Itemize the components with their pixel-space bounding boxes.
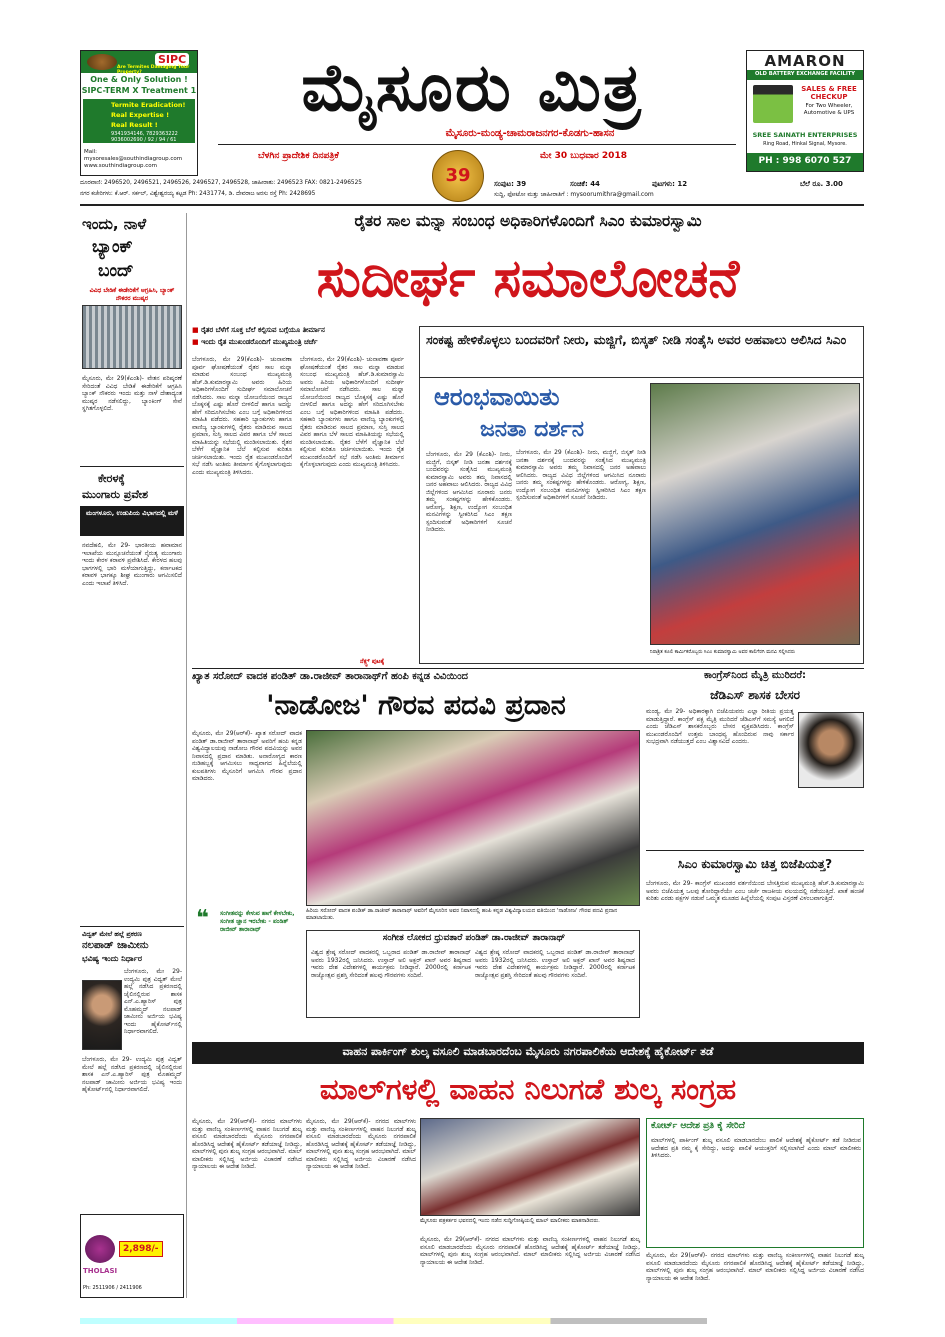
monsoon-headline2: ಮುಂಗಾರು ಪ್ರವೇಶ [82, 488, 149, 501]
naadoja-kicker: ಖ್ಯಾತ ಸರೋದ್ ವಾದಕ ಪಂಡಿತ್ ಡಾ.ರಾಜೀವ್ ತಾರಾನಾಥ್‌ಗೆ ಹಂಪಿ ಕನ್ನಡ ವಿವಿಯಿಂದ [192, 671, 469, 682]
congress-kicker: ಕಾಂಗ್ರೆಸ್‌ನಿಂದ ಮೈತ್ರಿ ಮುರಿದರೆ: [703, 670, 807, 681]
nelapad-story [80, 930, 184, 1210]
naadoja-sub-story [306, 930, 640, 1018]
masthead-title: ಮೈಸೂರು ಮಿತ್ರ [301, 49, 643, 126]
ad-left-sipc[interactable] [80, 50, 198, 176]
darshan-headline1: ಆರಂಭವಾಯಿತು [434, 383, 560, 411]
ad-bottom-phone: Ph: 2511906 / 2411906 [83, 1285, 142, 1291]
mall-caption: ಮೈಸೂರು ಪತ್ರಕರ್ತರ ಭವನದಲ್ಲಿ ಇಂದು ನಡೆದ ಸುದ್ದಿಗೋಷ್ಠಿಯಲ್ಲಿ ಮಾಲ್ ಮಾಲೀಕರು ಮಾತನಾಡಿದರು. [420, 1218, 600, 1224]
bjp-body: ಬೆಂಗಳೂರು, ಮೇ 29- ಕಾಂಗ್ರೆಸ್ ಮುಖಂಡರ ವರ್ತನೆಯಿಂದ ಬೇಸತ್ತಿರುವ ಮುಖ್ಯಮಂತ್ರಿ ಹೆಚ್.ಡಿ.ಕುಮಾರಸ್ವಾಮಿ ಅವರು ಬಿಜೆಪಿಯತ್ತ ಒಲವು ತೋರಿದ್ದಾರೆಯೇ ಎಂಬ ಚರ್ಚೆ ರಾಜಕೀಯ ವಲಯದಲ್ಲಿ ನಡೆಯುತ್ತಿದೆ. ಖಾತೆ ಹಂಚಿಕೆ ಕುರಿತು ಎರಡು ಪಕ್ಷಗಳ ನಡುವೆ ಒಮ್ಮತ ಮೂಡದ ಹಿನ್ನೆಲೆಯಲ್ಲಿ ಸಂಪುಟ ವಿಸ್ತರಣೆ ವಿಳಂಬವಾಗುತ್ತಿದೆ. [646, 880, 864, 902]
bug-icon [87, 54, 117, 70]
mall-sidebar-body: ಮಾಲ್‌ಗಳಲ್ಲಿ ಪಾರ್ಕಿಂಗ್ ಶುಲ್ಕ ವಸೂಲಿ ಮಾಡಬಾರದೆಂಬ ಪಾಲಿಕೆ ಆದೇಶಕ್ಕೆ ಹೈಕೋರ್ಟ್ ತಡೆ ನೀಡಿರುವ ಆದೇಶದ ಪ್ರತಿ ನಮ್ಮ ಕೈ ಸೇರಿದ್ದು, ಅದನ್ನು ಪಾಲಿಕೆ ಆಯುಕ್ತರಿಗೆ ಸಲ್ಲಿಸಲಾಗಿದೆ ಎಂದು ಮಾಲ್ ಮಾಲೀಕರು ತಿಳಿಸಿದರು. [651, 1137, 861, 1159]
lead-bullet2: ■ ಇಂದು ರೈತ ಮುಖಂಡರೊಂದಿಗೆ ಮುಖ್ಯಮಂತ್ರಿ ಚರ್ಚೆ [192, 338, 318, 346]
masthead-pages: ಪುಟಗಳು: 12 [652, 180, 688, 188]
bank-headline2: ಬ್ಯಾಂಕ್ [92, 237, 133, 257]
ad-right-offer1: SALES & FREE CHECKUP [801, 85, 857, 101]
monsoon-headline1: ಕೇರಳಕ್ಕೆ [98, 472, 125, 485]
ad-bottom-price: 2,898/- [119, 1241, 163, 1257]
nelapad-body: ಬೆಂಗಳೂರು, ಮೇ 29- ಉದ್ಯಮಿ ಪುತ್ರ ವಿದ್ವತ್ ಮೇಲೆ ಹಲ್ಲೆ ನಡೆಸಿದ ಪ್ರಕರಣದಲ್ಲಿ ಜೈಲಿನಲ್ಲಿರುವ ಶಾಸಕ ಎನ್.ಎ.ಹ್ಯಾರಿಸ್ ಪುತ್ರ ಮೊಹಮ್ಮದ್ ನಲಪಾಡ್ ಜಾಮೀನು ಅರ್ಜಿಯ ಭವಿಷ್ಯ ಇಂದು ಹೈಕೋರ್ಟ್‌ನಲ್ಲಿ ನಿರ್ಧಾರವಾಗಲಿದೆ. [124, 968, 182, 1035]
ad-left-web: Mail: mysoresales@southindiagroup.com www.southindiagroup.com [84, 149, 183, 169]
lead-body-col1: ಬೆಂಗಳೂರು, ಮೇ 29(ಕೆಎಂಶಿ)- ಚುನಾವಣಾ ಪೂರ್ವ ಘೋಷಣೆಯಂತೆ ರೈತರ ಸಾಲ ಮನ್ನಾ ಮಾಡುವ ಸಂಬಂಧ ಮುಖ್ಯಮಂತ್ರಿ ಹೆಚ್.ಡಿ.ಕುಮಾರಸ್ವಾಮಿ ಅವರು ಹಿರಿಯ ಅಧಿಕಾರಿಗಳೊಂದಿಗೆ ಸುದೀರ್ಘ ಸಮಾಲೋಚನೆ ನಡೆಸಿದರು. ಸಾಲ ಮನ್ನಾ ಯೋಜನೆಯಿಂದ ರಾಜ್ಯದ ಬೊಕ್ಕಸಕ್ಕೆ ಎಷ್ಟು ಹೊರೆ ಬೀಳಲಿದೆ ಹಾಗೂ ಅದನ್ನು ಹೇಗೆ ಸರಿದೂಗಿಸಬೇಕು ಎಂಬ ಬಗ್ಗೆ ಅಧಿಕಾರಿಗಳಿಂದ ಮಾಹಿತಿ ಪಡೆದರು. ಸಹಕಾರಿ ಬ್ಯಾಂಕುಗಳು ಹಾಗೂ ವಾಣಿಜ್ಯ ಬ್ಯಾಂಕುಗಳಲ್ಲಿ ರೈತರು ಮಾಡಿರುವ ಸಾಲದ ಪ್ರಮಾಣ, ಸುಸ್ತಿ ಸಾಲದ ವಿವರ ಹಾಗೂ ಬೆಳೆ ಸಾಲದ ಮಾಹಿತಿಯನ್ನು ಸಭೆಯಲ್ಲಿ ಮಂಡಿಸಲಾಯಿತು. ರೈತರ ಬೆಳೆಗೆ ವೈಜ್ಞಾನಿಕ ಬೆಲೆ ಕಲ್ಪಿಸುವ ಕುರಿತೂ ಚರ್ಚಿಸಲಾಯಿತು. ಇಂದು ರೈತ ಮುಖಂಡರೊಂದಿಗೆ ಸಭೆ ನಡೆಸಿ ಅಂತಿಮ ತೀರ್ಮಾನ ಕೈಗೊಳ್ಳಲಾಗುವುದು ಎಂದು ಮುಖ್ಯಮಂತ್ರಿ ತಿಳಿಸಿದರು. [192, 356, 292, 476]
ad-left-line1: One & Only Solution ! [90, 75, 188, 84]
darshan-photo [650, 383, 860, 645]
mall-body-col1: ಮೈಸೂರು, ಮೇ 29(ಆರ್‌ಕೆ)- ನಗರದ ಮಾಲ್‌ಗಳು ಮತ್ತು ವಾಣಿಜ್ಯ ಸಂಕೀರ್ಣಗಳಲ್ಲಿ ವಾಹನ ನಿಲುಗಡೆ ಶುಲ್ಕ ವಸೂಲಿ ಮಾಡಬಾರದೆಂದು ಮೈಸೂರು ನಗರಪಾಲಿಕೆ ಹೊರಡಿಸಿದ್ದ ಆದೇಶಕ್ಕೆ ಹೈಕೋರ್ಟ್ ತಡೆಯಾಜ್ಞೆ ನೀಡಿದ್ದು, ಮಾಲ್‌ಗಳಲ್ಲಿ ಪುನಃ ಶುಲ್ಕ ಸಂಗ್ರಹ ಆರಂಭವಾಗಿದೆ. ಮಾಲ್ ಮಾಲೀಕರು ಸಲ್ಲಿಸಿದ್ದ ಅರ್ಜಿಯ ವಿಚಾರಣೆ ನಡೆಸಿದ ನ್ಯಾಯಾಲಯ ಈ ಆದೇಶ ನೀಡಿದೆ. [192, 1118, 302, 1170]
mall-sidebar-title: ಕೋರ್ಟ್ ಆದೇಶ ಪ್ರತಿ ಕೈ ಸೇರಿದೆ [651, 1121, 745, 1131]
masthead-tagline: ಬೆಳಗಿನ ಪ್ರಾದೇಶಿಕ ದಿನಪತ್ರಿಕೆ [258, 151, 339, 161]
bank-headline1: ಇಂದು, ನಾಳೆ [82, 215, 147, 233]
ad-left-brand: SIPC [155, 53, 189, 66]
monsoon-story [80, 470, 184, 890]
nelapad-headline1: ವಿದ್ವತ್ ಮೇಲೆ ಹಲ್ಲೆ ಪ್ರಕರಣ [82, 930, 142, 938]
lead-bullet1: ■ ರೈತರ ಬೆಳೆಗೆ ಸೂಕ್ತ ಬೆಲೆ ಕಲ್ಪಿಸುವ ಬಗ್ಗೆಯೂ ತೀರ್ಮಾನ [192, 326, 325, 334]
mall-headline: ಮಾಲ್‌ಗಳಲ್ಲಿ ವಾಹನ ನಿಲುಗಡೆ ಶುಲ್ಕ ಸಂಗ್ರಹ [319, 1072, 737, 1106]
ad-right-sub: OLD BATTERY EXCHANGE FACILITY [754, 71, 856, 77]
masthead-date: ಮೇ 30 ಬುಧವಾರ 2018 [540, 151, 627, 161]
ad-bottom-tholasi[interactable] [80, 1214, 184, 1298]
lead-continued[interactable]: ನೆಕ್ಸ್ಟ್ ಪುಟಕ್ಕೆ [360, 658, 385, 665]
bank-body: ಮೈಸೂರು, ಮೇ 29(ಕೆಎಂಶಿ)- ವೇತನ ಪರಿಷ್ಕರಣೆ ಸೇರಿದಂತೆ ವಿವಿಧ ಬೇಡಿಕೆ ಈಡೇರಿಕೆಗೆ ಆಗ್ರಹಿಸಿ ಬ್ಯಾಂಕ್ ನೌಕರರು ಇಂದು ಮತ್ತು ನಾಳೆ ದೇಶಾದ್ಯಂತ ಮುಷ್ಕರ ನಡೆಸಲಿದ್ದು, ಬ್ಯಾಂಕಿಂಗ್ ಸೇವೆ ಸ್ಥಗಿತಗೊಳ್ಳಲಿದೆ. [82, 375, 182, 412]
mall-photo [420, 1118, 640, 1216]
monsoon-body: ನವದೆಹಲಿ, ಮೇ 29- ಭಾರತೀಯ ಹವಾಮಾನ ಇಲಾಖೆಯ ಮುನ್ಸೂಚನೆಯಂತೆ ನೈರುತ್ಯ ಮುಂಗಾರು ಇಂದು ಕೇರಳ ಕರಾವಳಿ ಪ್ರವೇಶಿಸಿದೆ. ಕೇರಳದ ಹಲವು ಭಾಗಗಳಲ್ಲಿ ಭಾರಿ ಮಳೆಯಾಗುತ್ತಿದ್ದು, ಕರ್ನಾಟಕದ ಕರಾವಳಿ ಭಾಗಕ್ಕೂ ಶೀಘ್ರ ಮುಂಗಾರು ಆಗಮಿಸಲಿದೆ ಎಂದು ಇಲಾಖೆ ತಿಳಿಸಿದೆ. [82, 542, 182, 587]
monsoon-sub: ಮಂಗಳೂರು, ಉಡುಪಿಯ ವಿಭಾಗದಲ್ಲಿ ಮಳೆ [86, 509, 178, 517]
mall-sidebar [646, 1118, 864, 1248]
ad-left-question: Are Termites Damaging Your Property? [117, 65, 190, 75]
naadoja-photo [306, 730, 640, 906]
naadoja-body: ಮೈಸೂರು, ಮೇ 29(ಆರ್‌ಕೆ)- ಖ್ಯಾತ ಸರೋದ್ ವಾದಕ ಪಂಡಿತ್ ಡಾ.ರಾಜೀವ್ ತಾರಾನಾಥ್ ಅವರಿಗೆ ಹಂಪಿ ಕನ್ನಡ ವಿಶ್ವವಿದ್ಯಾಲಯವು ನಾಡೋಜ ಗೌರವ ಪದವಿಯನ್ನು ಅವರ ನಿವಾಸದಲ್ಲಿ ಪ್ರದಾನ ಮಾಡಿತು. ಅನಾರೋಗ್ಯದ ಕಾರಣ ನುಡಿಹಬ್ಬಕ್ಕೆ ಆಗಮಿಸಲು ಸಾಧ್ಯವಾಗದ ಹಿನ್ನೆಲೆಯಲ್ಲಿ ಕುಲಪತಿಗಳು ಮೈಸೂರಿಗೆ ಆಗಮಿಸಿ ಗೌರವ ಪ್ರದಾನ ಮಾಡಿದರು. [192, 730, 302, 782]
nelapad-headline3: ಭವಿಷ್ಯ ಇಂದು ನಿರ್ಧಾರ [82, 954, 143, 963]
bank-headline3: ಬಂದ್ [98, 261, 134, 281]
congress-body: ಮಂಡ್ಯ, ಮೇ 29- ಅಧಿಕಾರಕ್ಕಾಗಿ ಬಿಜೆಪಿಯವರು ಎಲ್ಲಾ ರೀತಿಯ ಪ್ರಯತ್ನ ಮಾಡುತ್ತಿದ್ದಾರೆ. ಕಾಂಗ್ರೆಸ್ ಪಕ್ಷ ಮೈತ್ರಿ ಮುರಿದರೆ ಜೆಡಿಎಸ್‌ಗೆ ಸಮಸ್ಯೆ ಆಗಲಿದೆ ಎಂದು ಜೆಡಿಎಸ್ ಶಾಸಕರೊಬ್ಬರು ಬೇಸರ ವ್ಯಕ್ತಪಡಿಸಿದರು. ಕಾಂಗ್ರೆಸ್ ಮುಖಂಡರೊಂದಿಗೆ ಉತ್ತಮ ಬಾಂಧವ್ಯ ಹೊಂದಿರುವ ನಾವು ಸರ್ಕಾರ ಸುಭದ್ರವಾಗಿ ನಡೆಯುತ್ತದೆ ಎಂಬ ವಿಶ್ವಾಸವಿದೆ ಎಂದರು. [646, 708, 794, 745]
masthead-volume: ಸಂಪುಟ: 39 [494, 180, 527, 188]
naadoja-caption: ಹಿರಿಯ ಸರೋದ್ ವಾದಕ ಪಂಡಿತ್ ಡಾ.ರಾಜೀವ್ ತಾರಾನಾಥ್ ಅವರಿಗೆ ಮೈಸೂರಿನ ಅವರ ನಿವಾಸದಲ್ಲಿ ಹಂಪಿ ಕನ್ನಡ ವಿಶ್ವವಿದ್ಯಾಲಯದ ವತಿಯಿಂದ 'ನಾಡೋಜ' ಗೌರವ ಪದವಿ ಪ್ರದಾನ ಮಾಡಲಾಯಿತು. [306, 908, 618, 921]
nelapad-photo [82, 980, 122, 1050]
ad-left-line3: Termite Eradication! [111, 101, 186, 109]
ad-right-brand: AMARON [764, 52, 846, 70]
masthead-issue: ಸಂಚಿಕೆ: 44 [570, 180, 600, 188]
ad-left-line4: Real Expertise ! [111, 111, 170, 119]
darshan-body-left: ಬೆಂಗಳೂರು, ಮೇ 29 (ಕೆಎಂಶಿ)- ನೀರು, ಮಜ್ಜಿಗೆ, ಬಿಸ್ಕತ್ ನೀಡಿ ಜನತಾ ದರ್ಶನಕ್ಕೆ ಬಂದವರನ್ನು ಸಂತೈಸಿದ ಮುಖ್ಯಮಂತ್ರಿ ಕುಮಾರಸ್ವಾಮಿ ಅವರು ತಮ್ಮ ನಿವಾಸದಲ್ಲಿ ಜನರ ಅಹವಾಲು ಆಲಿಸಿದರು. ರಾಜ್ಯದ ವಿವಿಧ ಜಿಲ್ಲೆಗಳಿಂದ ಆಗಮಿಸಿದ ನೂರಾರು ಜನರು ತಮ್ಮ ಸಂಕಷ್ಟಗಳನ್ನು ಹೇಳಿಕೊಂಡರು. ಆರೋಗ್ಯ, ಶಿಕ್ಷಣ, ಉದ್ಯೋಗ ಸಂಬಂಧಿತ ಮನವಿಗಳನ್ನು ಸ್ವೀಕರಿಸಿದ ಸಿಎಂ ತಕ್ಷಣ ಸ್ಪಂದಿಸುವಂತೆ ಅಧಿಕಾರಿಗಳಿಗೆ ಸೂಚನೆ ನೀಡಿದರು. [426, 451, 512, 533]
lead-body-col2: ಬೆಂಗಳೂರು, ಮೇ 29(ಕೆಎಂಶಿ)- ಚುನಾವಣಾ ಪೂರ್ವ ಘೋಷಣೆಯಂತೆ ರೈತರ ಸಾಲ ಮನ್ನಾ ಮಾಡುವ ಸಂಬಂಧ ಮುಖ್ಯಮಂತ್ರಿ ಹೆಚ್.ಡಿ.ಕುಮಾರಸ್ವಾಮಿ ಅವರು ಹಿರಿಯ ಅಧಿಕಾರಿಗಳೊಂದಿಗೆ ಸುದೀರ್ಘ ಸಮಾಲೋಚನೆ ನಡೆಸಿದರು. ಸಾಲ ಮನ್ನಾ ಯೋಜನೆಯಿಂದ ರಾಜ್ಯದ ಬೊಕ್ಕಸಕ್ಕೆ ಎಷ್ಟು ಹೊರೆ ಬೀಳಲಿದೆ ಹಾಗೂ ಅದನ್ನು ಹೇಗೆ ಸರಿದೂಗಿಸಬೇಕು ಎಂಬ ಬಗ್ಗೆ ಅಧಿಕಾರಿಗಳಿಂದ ಮಾಹಿತಿ ಪಡೆದರು. ಸಹಕಾರಿ ಬ್ಯಾಂಕುಗಳು ಹಾಗೂ ವಾಣಿಜ್ಯ ಬ್ಯಾಂಕುಗಳಲ್ಲಿ ರೈತರು ಮಾಡಿರುವ ಸಾಲದ ಪ್ರಮಾಣ, ಸುಸ್ತಿ ಸಾಲದ ವಿವರ ಹಾಗೂ ಬೆಳೆ ಸಾಲದ ಮಾಹಿತಿಯನ್ನು ಸಭೆಯಲ್ಲಿ ಮಂಡಿಸಲಾಯಿತು. ರೈತರ ಬೆಳೆಗೆ ವೈಜ್ಞಾನಿಕ ಬೆಲೆ ಕಲ್ಪಿಸುವ ಕುರಿತೂ ಚರ್ಚಿಸಲಾಯಿತು. ಇಂದು ರೈತ ಮುಖಂಡರೊಂದಿಗೆ ಸಭೆ ನಡೆಸಿ ಅಂತಿಮ ತೀರ್ಮಾನ ಕೈಗೊಳ್ಳಲಾಗುವುದು ಎಂದು ಮುಖ್ಯಮಂತ್ರಿ ತಿಳಿಸಿದರು. [300, 356, 404, 468]
lead-kicker: ರೈತರ ಸಾಲ ಮನ್ನಾ ಸಂಬಂಧ ಅಧಿಕಾರಿಗಳೊಂದಿಗೆ ಸಿಎಂ ಕುಮಾರಸ್ವಾಮಿ [354, 212, 702, 230]
masthead-phone-line2: ನಗರ ಕಚೇರಿಗಳು: ಕೆ.ಆರ್. ಸರ್ಕಲ್, ವಿಶ್ವೇಶ್ವರಯ್ಯ ಕಟ್ಟಡ Ph: 2431774, ಡಿ. ದೇವರಾಜ ಅರಸು ರಸ್ತೆ Ph: 2428695 [80, 191, 316, 197]
naadoja-sub-body2: ವಿಶ್ವದ ಶ್ರೇಷ್ಠ ಸರೋದ್ ವಾದಕರಲ್ಲಿ ಒಬ್ಬರಾದ ಪಂಡಿತ್ ಡಾ.ರಾಜೀವ್ ತಾರಾನಾಥ್ ಅವರು 1932ರಲ್ಲಿ ಜನಿಸಿದರು. ಉಸ್ತಾದ್ ಅಲಿ ಅಕ್ಬರ್ ಖಾನ್ ಅವರ ಶಿಷ್ಯರಾದ ಇವರು ದೇಶ ವಿದೇಶಗಳಲ್ಲಿ ಕಾರ್ಯಕ್ರಮ ನೀಡಿದ್ದಾರೆ. 2000ರಲ್ಲಿ ಕರ್ನಾಟಕ ರಾಜ್ಯೋತ್ಸವ ಪ್ರಶಸ್ತಿ ಸೇರಿದಂತೆ ಹಲವು ಗೌರವಗಳು ಸಂದಿವೆ. [475, 949, 635, 979]
masthead-phone-line1: ದೂರವಾಣಿ: 2496520, 2496521, 2496526, 2496527, 2496528, ಜಾಹೀರಾತು: 2496523 FAX: 0821-2496525 [80, 180, 362, 186]
darshan-caption: ನಿರಾಶ್ರಿತ ಕೂಲಿ ಕಾರ್ಮಿಕರೊಬ್ಬರು ಸಿಎಂ ಕುಮಾರಸ್ವಾಮಿ ಅವರ ಕಾಲಿಗೆರಗಿ ಮನವಿ ಸಲ್ಲಿಸಿದರು [650, 649, 796, 655]
mall-body-col4: ಮೈಸೂರು, ಮೇ 29(ಆರ್‌ಕೆ)- ನಗರದ ಮಾಲ್‌ಗಳು ಮತ್ತು ವಾಣಿಜ್ಯ ಸಂಕೀರ್ಣಗಳಲ್ಲಿ ವಾಹನ ನಿಲುಗಡೆ ಶುಲ್ಕ ವಸೂಲಿ ಮಾಡಬಾರದೆಂದು ಮೈಸೂರು ನಗರಪಾಲಿಕೆ ಹೊರಡಿಸಿದ್ದ ಆದೇಶಕ್ಕೆ ಹೈಕೋರ್ಟ್ ತಡೆಯಾಜ್ಞೆ ನೀಡಿದ್ದು, ಮಾಲ್‌ಗಳಲ್ಲಿ ಪುನಃ ಶುಲ್ಕ ಸಂಗ್ರಹ ಆರಂಭವಾಗಿದೆ. ಮಾಲ್ ಮಾಲೀಕರು ಸಲ್ಲಿಸಿದ್ದ ಅರ್ಜಿಯ ವಿಚಾರಣೆ ನಡೆಸಿದ ನ್ಯಾಯಾಲಯ ಈ ಆದೇಶ ನೀಡಿದೆ. [646, 1252, 864, 1282]
naadoja-sub-body: ವಿಶ್ವದ ಶ್ರೇಷ್ಠ ಸರೋದ್ ವಾದಕರಲ್ಲಿ ಒಬ್ಬರಾದ ಪಂಡಿತ್ ಡಾ.ರಾಜೀವ್ ತಾರಾನಾಥ್ ಅವರು 1932ರಲ್ಲಿ ಜನಿಸಿದರು. ಉಸ್ತಾದ್ ಅಲಿ ಅಕ್ಬರ್ ಖಾನ್ ಅವರ ಶಿಷ್ಯರಾದ ಇವರು ದೇಶ ವಿದೇಶಗಳಲ್ಲಿ ಕಾರ್ಯಕ್ರಮ ನೀಡಿದ್ದಾರೆ. 2000ರಲ್ಲಿ ಕರ್ನಾಟಕ ರಾಜ್ಯೋತ್ಸವ ಪ್ರಶಸ್ತಿ ಸೇರಿದಂತೆ ಹಲವು ಗೌರವಗಳು ಸಂದಿವೆ. [311, 949, 471, 979]
ad-right-addr: Ring Road, Hinkal Signal, Mysore. [763, 141, 847, 147]
congress-mla-photo [798, 712, 864, 788]
print-color-bar [80, 1318, 864, 1324]
ad-right-amaron[interactable] [746, 50, 864, 172]
mall-body-col2: ಮೈಸೂರು, ಮೇ 29(ಆರ್‌ಕೆ)- ನಗರದ ಮಾಲ್‌ಗಳು ಮತ್ತು ವಾಣಿಜ್ಯ ಸಂಕೀರ್ಣಗಳಲ್ಲಿ ವಾಹನ ನಿಲುಗಡೆ ಶುಲ್ಕ ವಸೂಲಿ ಮಾಡಬಾರದೆಂದು ಮೈಸೂರು ನಗರಪಾಲಿಕೆ ಹೊರಡಿಸಿದ್ದ ಆದೇಶಕ್ಕೆ ಹೈಕೋರ್ಟ್ ತಡೆಯಾಜ್ಞೆ ನೀಡಿದ್ದು, ಮಾಲ್‌ಗಳಲ್ಲಿ ಪುನಃ ಶುಲ್ಕ ಸಂಗ್ರಹ ಆರಂಭವಾಗಿದೆ. ಮಾಲ್ ಮಾಲೀಕರು ಸಲ್ಲಿಸಿದ್ದ ಅರ್ಜಿಯ ವಿಚಾರಣೆ ನಡೆಸಿದ ನ್ಯಾಯಾಲಯ ಈ ಆದೇಶ ನೀಡಿದೆ. [306, 1118, 416, 1170]
darshan-headline2: ಜನತಾ ದರ್ಶನ [480, 417, 584, 442]
naadoja-sub-headline: ಸಂಗೀತ ಲೋಕದ ಧ್ರುವತಾರೆ ಪಂಡಿತ್ ಡಾ.ರಾಜೀವ್ ತಾರಾನಾಥ್ [382, 933, 566, 943]
nelapad-headline2: ನಲಪಾಡ್ ಜಾಮೀನು [82, 940, 149, 951]
ad-bottom-brand: THOLASI [83, 1267, 118, 1275]
darshan-body: ಬೆಂಗಳೂರು, ಮೇ 29 (ಕೆಎಂಶಿ)- ನೀರು, ಮಜ್ಜಿಗೆ, ಬಿಸ್ಕತ್ ನೀಡಿ ಜನತಾ ದರ್ಶನಕ್ಕೆ ಬಂದವರನ್ನು ಸಂತೈಸಿದ ಮುಖ್ಯಮಂತ್ರಿ ಕುಮಾರಸ್ವಾಮಿ ಅವರು ತಮ್ಮ ನಿವಾಸದಲ್ಲಿ ಜನರ ಅಹವಾಲು ಆಲಿಸಿದರು. ರಾಜ್ಯದ ವಿವಿಧ ಜಿಲ್ಲೆಗಳಿಂದ ಆಗಮಿಸಿದ ನೂರಾರು ಜನರು ತಮ್ಮ ಸಂಕಷ್ಟಗಳನ್ನು ಹೇಳಿಕೊಂಡರು. ಆರೋಗ್ಯ, ಶಿಕ್ಷಣ, ಉದ್ಯೋಗ ಸಂಬಂಧಿತ ಮನವಿಗಳನ್ನು ಸ್ವೀಕರಿಸಿದ ಸಿಎಂ ತಕ್ಷಣ ಸ್ಪಂದಿಸುವಂತೆ ಅಧಿಕಾರಿಗಳಿಗೆ ಸೂಚನೆ ನೀಡಿದರು. [516, 449, 646, 501]
bank-sub: ವಿವಿಧ ಬೇಡಿಕೆ ಈಡೇರಿಕೆಗೆ ಆಗ್ರಹಿಸಿ, ಬ್ಯಾಂಕ್ ನೌಕರರ ಮುಷ್ಕರ [89, 287, 175, 302]
bank-photo [82, 305, 182, 369]
ad-right-dealer: SREE SAINATH ENTERPRISES [752, 131, 858, 139]
darshan-story [419, 326, 864, 664]
battery-icon [753, 85, 793, 123]
quote-icon: ❝ [196, 906, 209, 931]
masthead-email: ಸುದ್ದಿ, ಫೋಟೋ ಮತ್ತು ಜಾಹೀರಾತಿಗೆ : mysoorumithra@gmail.com [494, 191, 654, 198]
nelapad-body-cont: ಬೆಂಗಳೂರು, ಮೇ 29- ಉದ್ಯಮಿ ಪುತ್ರ ವಿದ್ವತ್ ಮೇಲೆ ಹಲ್ಲೆ ನಡೆಸಿದ ಪ್ರಕರಣದಲ್ಲಿ ಜೈಲಿನಲ್ಲಿರುವ ಶಾಸಕ ಎನ್.ಎ.ಹ್ಯಾರಿಸ್ ಪುತ್ರ ಮೊಹಮ್ಮದ್ ನಲಪಾಡ್ ಜಾಮೀನು ಅರ್ಜಿಯ ಭವಿಷ್ಯ ಇಂದು ಹೈಕೋರ್ಟ್‌ನಲ್ಲಿ ನಿರ್ಧಾರವಾಗಲಿದೆ. [82, 1056, 182, 1093]
ad-right-phone: PH : 998 6070 527 [758, 156, 852, 166]
ad-left-line2: SIPC-TERM X Treatment 1 [81, 86, 197, 95]
bjp-headline: ಸಿಎಂ ಕುಮಾರಸ್ವಾಮಿ ಚಿತ್ತ ಬಿಜೆಪಿಯತ್ತ? [677, 857, 833, 871]
ad-right-offer2: For Two Wheeler, Automotive & UPS [803, 103, 855, 116]
naadoja-headline: 'ನಾಡೋಜ' ಗೌರವ ಪದವಿ ಪ್ರದಾನ [266, 690, 566, 721]
ad-left-line5: Real Result ! [111, 121, 158, 129]
bank-story [80, 213, 184, 465]
ad-left-phones: 9341934146, 7829363222 9036002690 / 92 / 94 / 61 [111, 131, 178, 143]
tholasi-logo-icon [85, 1235, 115, 1263]
masthead-price: ಬೆಲೆ ರೂ. 3.00 [800, 180, 843, 188]
mall-kicker: ವಾಹನ ಪಾರ್ಕಿಂಗ್ ಶುಲ್ಕ ವಸೂಲಿ ಮಾಡಬಾರದೆಂಬ ಮೈಸೂರು ನಗರಪಾಲಿಕೆಯ ಆದೇಶಕ್ಕೆ ಹೈಕೋರ್ಟ್ ತಡೆ [342, 1045, 714, 1058]
darshan-kicker: ಸಂಕಷ್ಟ ಹೇಳಿಕೊಳ್ಳಲು ಬಂದವರಿಗೆ ನೀರು, ಮಜ್ಜಿಗೆ, ಬಿಸ್ಕತ್ ನೀಡಿ ಸಂತೈಸಿ ಅವರ ಅಹವಾಲು ಆಲಿಸಿದ ಸಿಎಂ [426, 332, 847, 347]
anniversary-number: 39 [445, 165, 471, 186]
masthead-regions: ಮೈಸೂರು-ಮಂಡ್ಯ-ಚಾಮರಾಜನಗರ-ಕೊಡಗು-ಹಾಸನ [445, 128, 615, 139]
naadoja-quote: ಸಂಗೀತವನ್ನು ಕೇಳುವ ಹಾಗೆ ಕೇಳಬೇಕು, ಸಂಗೀತ ಜ್ಞಾನ ಇರಬೇಕು - ಪಂಡಿತ್ ರಾಜೀವ್ ತಾರಾನಾಥ್ [220, 910, 295, 933]
congress-headline: ಜೆಡಿಎಸ್ ಶಾಸಕ ಬೇಸರ [710, 688, 800, 702]
lead-headline: ಸುದೀರ್ಘ ಸಮಾಲೋಚನೆ [316, 249, 740, 309]
mall-body-col3: ಮೈಸೂರು, ಮೇ 29(ಆರ್‌ಕೆ)- ನಗರದ ಮಾಲ್‌ಗಳು ಮತ್ತು ವಾಣಿಜ್ಯ ಸಂಕೀರ್ಣಗಳಲ್ಲಿ ವಾಹನ ನಿಲುಗಡೆ ಶುಲ್ಕ ವಸೂಲಿ ಮಾಡಬಾರದೆಂದು ಮೈಸೂರು ನಗರಪಾಲಿಕೆ ಹೊರಡಿಸಿದ್ದ ಆದೇಶಕ್ಕೆ ಹೈಕೋರ್ಟ್ ತಡೆಯಾಜ್ಞೆ ನೀಡಿದ್ದು, ಮಾಲ್‌ಗಳಲ್ಲಿ ಪುನಃ ಶುಲ್ಕ ಸಂಗ್ರಹ ಆರಂಭವಾಗಿದೆ. ಮಾಲ್ ಮಾಲೀಕರು ಸಲ್ಲಿಸಿದ್ದ ಅರ್ಜಿಯ ವಿಚಾರಣೆ ನಡೆಸಿದ ನ್ಯಾಯಾಲಯ ಈ ಆದೇಶ ನೀಡಿದೆ. [420, 1236, 640, 1266]
